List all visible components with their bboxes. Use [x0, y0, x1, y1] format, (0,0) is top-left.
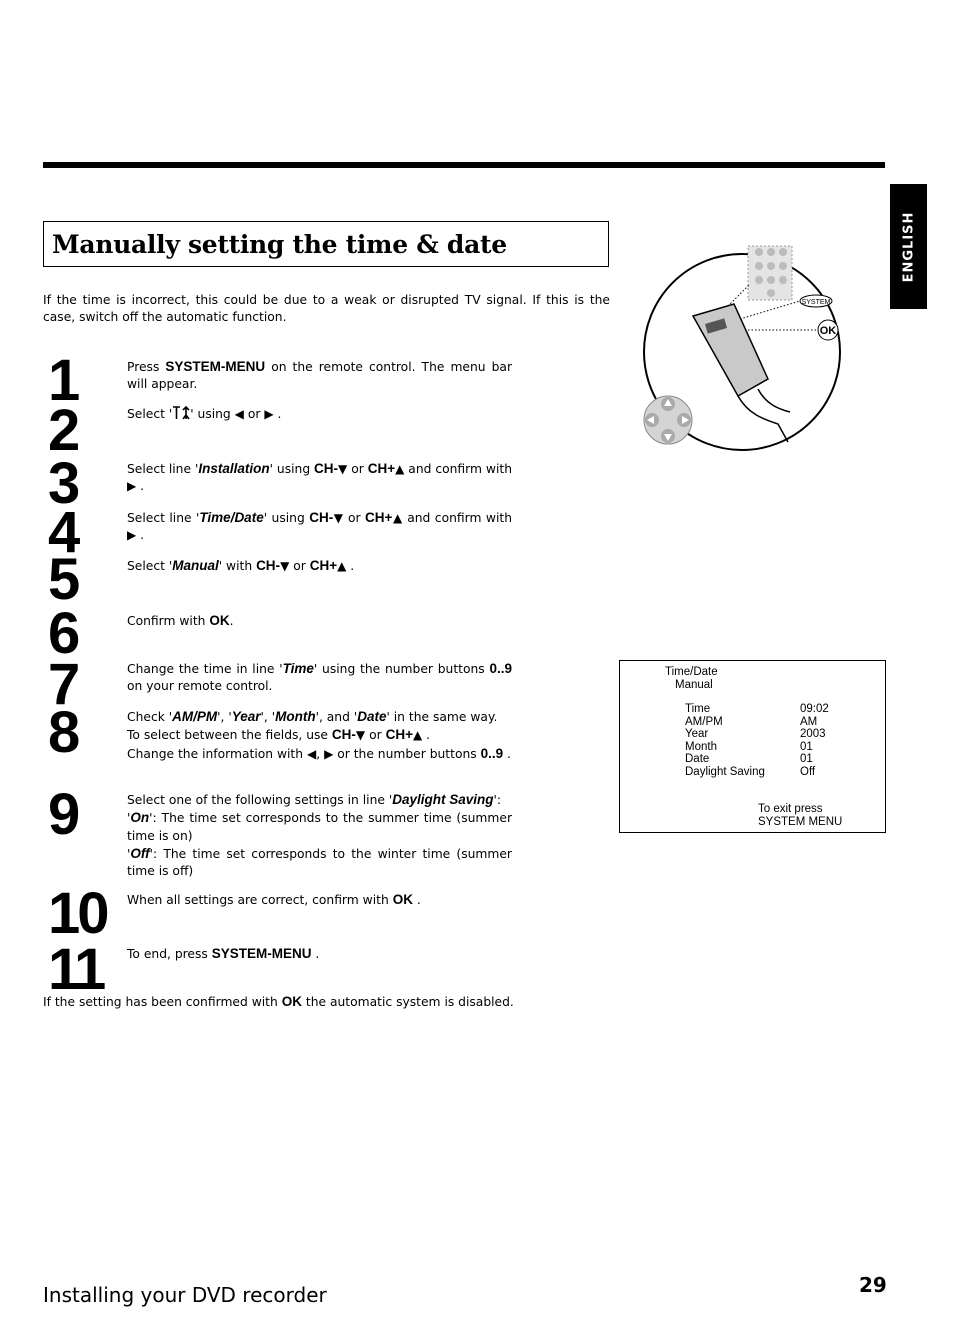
left-arrow-icon: ◀: [234, 407, 244, 421]
remote-control-illustration: [638, 244, 850, 456]
down-arrow-icon: ▼: [355, 728, 366, 743]
top-rule: [43, 162, 885, 168]
osd-row-label: Date: [685, 753, 710, 765]
left-arrow-icon: ◀: [306, 746, 317, 761]
step-number: 11: [48, 937, 104, 1002]
up-arrow-icon: ▲: [395, 462, 405, 476]
step-number: 2: [48, 398, 78, 463]
osd-row-label: Month: [685, 741, 717, 753]
step-number: 1: [48, 348, 78, 413]
page-title: Manually setting the time & date: [52, 230, 507, 259]
step-10-text: When all settings are correct, confirm with OK .: [127, 892, 421, 907]
system-button-label: SYSTEM: [801, 299, 831, 306]
section-title-box: [43, 221, 609, 267]
step-number: 6: [48, 601, 78, 666]
intro-paragraph: If the time is incorrect, this could be due to a weak or disrupted TV signal. If this is the case, switch off the automatic function.: [43, 293, 610, 324]
step-1-text: Press SYSTEM-MENU on the remote control. The menu bar will appear.: [127, 359, 512, 392]
footnote: If the setting has been confirmed with OK the automatic system is disabled.: [43, 994, 514, 1009]
dpad-icon: [644, 396, 692, 444]
ok-button-icon: [818, 320, 838, 340]
up-arrow-icon: ▲: [337, 559, 347, 573]
osd-row-value: AM: [800, 716, 818, 728]
step-3-text: Select line 'Installation' using CH-▼ or CH+▲ and confirm with ▶ .: [127, 461, 512, 494]
osd-row-value: Off: [800, 766, 816, 778]
page-number: 29: [859, 1273, 887, 1297]
right-arrow-icon: ▶: [127, 479, 137, 494]
step-8-text: Check 'AM/PM', 'Year', 'Month', and 'Date' in the same way. To select between the fields, use CH-▼ or CH+▲ . Change the information with ◀, ▶ or the number buttons 0..9 .: [127, 709, 511, 761]
language-label: ENGLISH: [901, 211, 916, 282]
step-6-text: Confirm with OK.: [127, 613, 234, 628]
right-arrow-icon: ▶: [324, 746, 334, 761]
up-arrow-icon: ▲: [412, 728, 423, 743]
osd-subtitle: Manual: [675, 679, 713, 691]
osd-row-label: Time: [685, 703, 711, 715]
osd-row-value: 01: [800, 741, 813, 753]
step-number: 8: [48, 700, 78, 765]
step-7-text: Change the time in line 'Time' using the number buttons 0..9 on your remote control.: [127, 661, 512, 694]
osd-row-label: AM/PM: [685, 716, 723, 728]
installation-tool-icon: [172, 406, 190, 420]
right-arrow-icon: ▶: [127, 528, 137, 543]
system-button-icon: [800, 295, 832, 307]
step-5-text: Select 'Manual' with CH-▼ or CH+▲ .: [127, 558, 355, 573]
step-number: 7: [48, 652, 78, 717]
osd-exit-hint: To exit press: [758, 803, 823, 815]
down-arrow-icon: ▼: [333, 511, 344, 525]
osd-exit-key: SYSTEM MENU: [758, 816, 843, 828]
right-arrow-icon: ▶: [264, 407, 274, 421]
step-number: 9: [48, 782, 78, 847]
step-number: 5: [48, 547, 78, 612]
step-4-text: Select line 'Time/Date' using CH-▼ or CH+▲ and confirm with ▶ .: [127, 510, 512, 543]
osd-time-date-menu: [619, 660, 886, 833]
osd-row-value: 01: [800, 753, 813, 765]
step-number: 4: [48, 500, 78, 565]
step-number: 3: [48, 451, 78, 516]
down-arrow-icon: ▼: [280, 559, 290, 573]
step-11-text: To end, press SYSTEM-MENU .: [127, 946, 320, 961]
language-tab: [890, 184, 927, 309]
step-number: 10: [48, 881, 107, 946]
osd-row-value: 09:02: [800, 703, 829, 715]
footer-section-name: Installing your DVD recorder: [43, 1283, 327, 1307]
osd-row-label: Year: [685, 728, 709, 740]
osd-row-value: 2003: [800, 728, 826, 740]
osd-title: Time/Date: [665, 666, 718, 678]
key-system-menu: SYSTEM-MENU: [165, 359, 266, 374]
ok-button-label: OK: [819, 325, 837, 337]
osd-row-label: Daylight Saving: [685, 766, 765, 778]
step-2-text: Select ' ' using ◀ or ▶ .: [127, 407, 282, 421]
step-9-text: Select one of the following settings in line 'Daylight Saving': 'On': The time set corresponds to the summer time (summer time is on) 'Off': The time set corresponds to the winter time (summer time is off): [127, 792, 512, 879]
up-arrow-icon: ▲: [392, 511, 403, 525]
down-arrow-icon: ▼: [338, 462, 348, 476]
